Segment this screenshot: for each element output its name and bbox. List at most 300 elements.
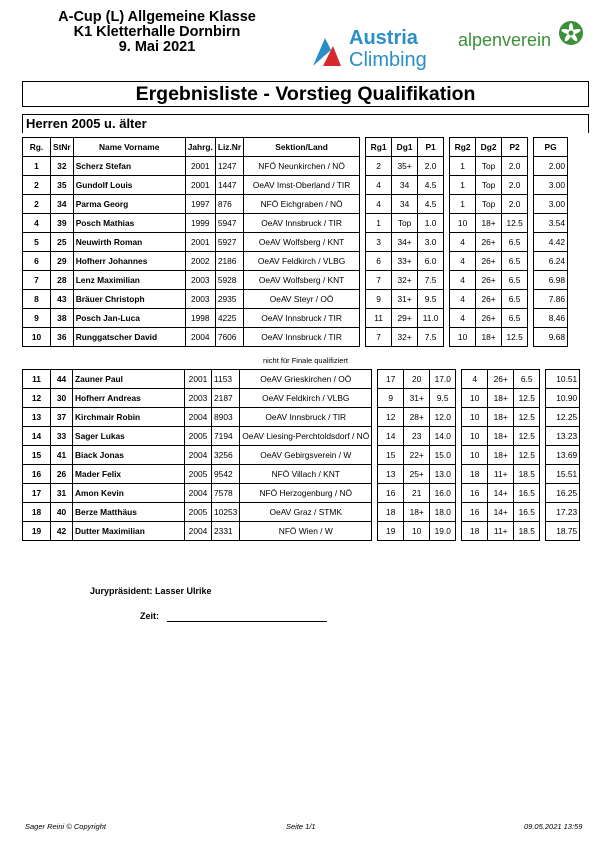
- table-cell: 41: [51, 446, 73, 465]
- table-cell: 33: [51, 427, 73, 446]
- table-row: [23, 389, 580, 408]
- table-cell: Top: [476, 195, 502, 214]
- edelweiss-icon: [559, 21, 583, 45]
- page-title: Ergebnisliste - Vorstieg Qualifikation: [22, 81, 589, 107]
- table-cell: 4: [450, 252, 476, 271]
- table-cell: 11: [23, 370, 51, 389]
- table-cell: 12.5: [514, 408, 540, 427]
- table-cell: 2003: [185, 271, 215, 290]
- table-cell: 17: [378, 370, 404, 389]
- table-row: [23, 328, 568, 347]
- table-cell: Scherz Stefan: [73, 157, 185, 176]
- table-cell: 8.46: [534, 309, 568, 328]
- table-cell: 9.5: [430, 389, 456, 408]
- table-cell: 6: [366, 252, 392, 271]
- table-cell: 20: [404, 370, 430, 389]
- table-cell: 11+: [488, 522, 514, 541]
- table-cell: Lenz Maximilian: [73, 271, 185, 290]
- column-header: Jahrg.: [185, 138, 215, 157]
- table-cell: Amon Kevin: [73, 484, 185, 503]
- austria-logo-word: Austria: [349, 27, 418, 49]
- table-cell: 18+: [488, 427, 514, 446]
- table-cell: 10: [404, 522, 430, 541]
- table-cell: 2001: [185, 176, 215, 195]
- table-cell: 15.0: [430, 446, 456, 465]
- table-cell: 26+: [476, 252, 502, 271]
- table-cell: Top: [392, 214, 418, 233]
- table-cell: 17.0: [430, 370, 456, 389]
- table-cell: 26+: [476, 271, 502, 290]
- table-cell: 16.0: [430, 484, 456, 503]
- table-cell: 4: [450, 233, 476, 252]
- table-cell: 1: [366, 214, 392, 233]
- table-cell: 25: [51, 233, 74, 252]
- table-cell: 13.23: [546, 427, 580, 446]
- table-cell: 31: [51, 484, 73, 503]
- table-cell: 1997: [185, 195, 215, 214]
- table-cell: 2004: [185, 328, 215, 347]
- table-cell: 10.51: [546, 370, 580, 389]
- column-header: Dg1: [392, 138, 418, 157]
- table-cell: 18+: [404, 503, 430, 522]
- alpenverein-logo: [458, 18, 586, 58]
- table-cell: OeAV Feldkirch / VLBG: [244, 252, 360, 271]
- table-cell: 6.5: [502, 309, 528, 328]
- table-cell: Neuwirth Roman: [73, 233, 185, 252]
- table-cell: 9: [378, 389, 404, 408]
- table-row: [23, 446, 580, 465]
- table-cell: 16: [462, 484, 488, 503]
- table-row: [23, 484, 580, 503]
- table-cell: 39: [51, 214, 74, 233]
- table-cell: NFÖ Eichgraben / NÖ: [244, 195, 360, 214]
- table-cell: OeAV Wolfsberg / KNT: [244, 233, 360, 252]
- table-cell: 1: [450, 176, 476, 195]
- table-cell: NFÖ Villach / KNT: [240, 465, 372, 484]
- results-table-not-qualified: [22, 369, 580, 541]
- table-cell: 6: [23, 252, 51, 271]
- table-row: [23, 427, 580, 446]
- table-cell: 34: [51, 195, 74, 214]
- table-cell: 2.00: [534, 157, 568, 176]
- table-cell: 4: [450, 271, 476, 290]
- austria-climbing-logo: [311, 22, 443, 70]
- table-cell: 10: [462, 446, 488, 465]
- table-cell: 10253: [212, 503, 240, 522]
- table-cell: 35: [51, 176, 74, 195]
- alpenverein-logo-word: alpenverein: [458, 30, 552, 50]
- table-cell: 11.0: [418, 309, 444, 328]
- table-cell: 15: [23, 446, 51, 465]
- event-title: A-Cup (L) Allgemeine Klasse: [58, 9, 256, 25]
- table-cell: 9: [366, 290, 392, 309]
- table-cell: 3.00: [534, 195, 568, 214]
- table-cell: 2004: [185, 446, 212, 465]
- table-cell: 876: [215, 195, 243, 214]
- table-cell: 1153: [212, 370, 240, 389]
- table-cell: 6.24: [534, 252, 568, 271]
- not-qualified-note: nicht für Finale qualifiziert: [262, 356, 349, 365]
- table-cell: Zauner Paul: [73, 370, 185, 389]
- table-cell: Berze Matthäus: [73, 503, 185, 522]
- table-cell: OeAV Innsbruck / TIR: [244, 309, 360, 328]
- table-cell: 26+: [488, 370, 514, 389]
- table-cell: 16.5: [514, 484, 540, 503]
- table-cell: 7: [366, 271, 392, 290]
- table-cell: Bräuer Christoph: [73, 290, 185, 309]
- table-cell: OeAV Innsbruck / TIR: [240, 408, 372, 427]
- table-cell: 2005: [185, 427, 212, 446]
- table-cell: 2001: [185, 157, 215, 176]
- table-cell: 34: [392, 176, 418, 195]
- table-cell: 2935: [215, 290, 243, 309]
- table-cell: 4: [23, 214, 51, 233]
- time-label: Zeit:: [140, 611, 159, 621]
- table-cell: 23: [404, 427, 430, 446]
- table-cell: 6.5: [502, 252, 528, 271]
- table-cell: 2.0: [418, 157, 444, 176]
- table-cell: 2187: [212, 389, 240, 408]
- table-cell: 14+: [488, 503, 514, 522]
- table-cell: 30: [51, 389, 73, 408]
- column-header: Liz.Nr: [215, 138, 243, 157]
- column-header: Dg2: [476, 138, 502, 157]
- table-cell: 1247: [215, 157, 243, 176]
- table-cell: 10: [450, 328, 476, 347]
- table-cell: 16: [378, 484, 404, 503]
- table-cell: 10: [462, 427, 488, 446]
- table-cell: 14+: [488, 484, 514, 503]
- table-cell: 3.0: [418, 233, 444, 252]
- table-cell: 7606: [215, 328, 243, 347]
- table-cell: 7.5: [418, 271, 444, 290]
- table-cell: 34+: [392, 233, 418, 252]
- table-row: [23, 408, 580, 427]
- table-cell: 29: [51, 252, 74, 271]
- table-cell: 10: [462, 389, 488, 408]
- table-cell: 4.5: [418, 195, 444, 214]
- table-cell: 7: [23, 271, 51, 290]
- table-row: [23, 370, 580, 389]
- table-cell: 18: [462, 465, 488, 484]
- table-cell: 13.69: [546, 446, 580, 465]
- table-cell: 2004: [185, 484, 212, 503]
- table-cell: 4: [462, 370, 488, 389]
- climbing-logo-word: Climbing: [349, 49, 427, 70]
- table-cell: 6.5: [502, 271, 528, 290]
- column-header: Name Vorname: [73, 138, 185, 157]
- table-cell: 7.86: [534, 290, 568, 309]
- table-row: [23, 176, 568, 195]
- table-cell: 29+: [392, 309, 418, 328]
- table-cell: 4: [450, 290, 476, 309]
- table-cell: 4: [450, 309, 476, 328]
- table-cell: 2001: [185, 233, 215, 252]
- table-cell: 12: [23, 389, 51, 408]
- table-cell: 40: [51, 503, 73, 522]
- table-cell: 2004: [185, 522, 212, 541]
- table-cell: OeAV Liesing-Perchtoldsdorf / NÖ: [240, 427, 372, 446]
- table-cell: 4: [366, 195, 392, 214]
- table-row: [23, 195, 568, 214]
- table-cell: Kirchmair Robin: [73, 408, 185, 427]
- footer-copyright: Sager Reini © Copyright: [25, 822, 106, 831]
- table-cell: 3.00: [534, 176, 568, 195]
- table-cell: 25+: [404, 465, 430, 484]
- table-cell: 31+: [392, 290, 418, 309]
- table-cell: NFÖ Herzogenburg / NÖ: [240, 484, 372, 503]
- table-cell: 10.90: [546, 389, 580, 408]
- table-cell: 34: [392, 195, 418, 214]
- footer-timestamp: 09.05.2021 13:59: [524, 822, 583, 831]
- table-cell: 28: [51, 271, 74, 290]
- table-cell: 2: [366, 157, 392, 176]
- table-cell: 14.0: [430, 427, 456, 446]
- table-cell: 18+: [476, 214, 502, 233]
- table-cell: 6.5: [514, 370, 540, 389]
- category-title: Herren 2005 u. älter: [22, 114, 589, 133]
- table-cell: 18: [462, 522, 488, 541]
- table-cell: 44: [51, 370, 73, 389]
- table-cell: OeAV Innsbruck / TIR: [244, 214, 360, 233]
- table-cell: 4: [366, 176, 392, 195]
- table-cell: 15.51: [546, 465, 580, 484]
- table-cell: OeAV Wolfsberg / KNT: [244, 271, 360, 290]
- table-cell: 22+: [404, 446, 430, 465]
- table-cell: 12.5: [502, 328, 528, 347]
- table-cell: 42: [51, 522, 73, 541]
- table-cell: 7: [366, 328, 392, 347]
- time-signature-line: [167, 621, 327, 622]
- table-cell: OeAV Graz / STMK: [240, 503, 372, 522]
- table-cell: 26: [51, 465, 73, 484]
- table-cell: 32: [51, 157, 74, 176]
- table-cell: 19: [378, 522, 404, 541]
- table-cell: 2.0: [502, 176, 528, 195]
- table-cell: Gundolf Louis: [73, 176, 185, 195]
- table-cell: 3.54: [534, 214, 568, 233]
- table-cell: 2003: [185, 389, 212, 408]
- table-cell: OeAV Innsbruck / TIR: [244, 328, 360, 347]
- table-cell: 18.5: [514, 522, 540, 541]
- table-cell: 18+: [488, 389, 514, 408]
- table-cell: 10: [23, 328, 51, 347]
- event-header: [22, 10, 292, 55]
- table-cell: 18+: [488, 446, 514, 465]
- table-row: [23, 290, 568, 309]
- table-cell: 28+: [404, 408, 430, 427]
- table-cell: 9: [23, 309, 51, 328]
- table-cell: 33+: [392, 252, 418, 271]
- table-cell: 17.23: [546, 503, 580, 522]
- table-cell: Top: [476, 176, 502, 195]
- table-cell: NFÖ Neunkirchen / NÖ: [244, 157, 360, 176]
- table-cell: 2005: [185, 465, 212, 484]
- table-cell: 2005: [185, 503, 212, 522]
- table-cell: 11+: [488, 465, 514, 484]
- column-header: PG: [534, 138, 568, 157]
- table-cell: 43: [51, 290, 74, 309]
- table-cell: 2002: [185, 252, 215, 271]
- table-cell: 6.98: [534, 271, 568, 290]
- table-cell: Dutter Maximilian: [73, 522, 185, 541]
- table-cell: OeAV Imst-Oberland / TIR: [244, 176, 360, 195]
- column-header: P1: [418, 138, 444, 157]
- column-header: Rg1: [366, 138, 392, 157]
- table-cell: 14: [23, 427, 51, 446]
- table-row: [23, 252, 568, 271]
- table-cell: 4.5: [418, 176, 444, 195]
- column-header: StNr: [51, 138, 74, 157]
- table-cell: 18.0: [430, 503, 456, 522]
- table-cell: 10: [462, 408, 488, 427]
- column-header: Rg.: [23, 138, 51, 157]
- table-cell: Top: [476, 157, 502, 176]
- table-cell: 21: [404, 484, 430, 503]
- table-cell: 18: [23, 503, 51, 522]
- table-cell: 12.5: [514, 389, 540, 408]
- column-header: Rg2: [450, 138, 476, 157]
- table-cell: OeAV Gebirgsverein / W: [240, 446, 372, 465]
- table-cell: 26+: [476, 233, 502, 252]
- table-cell: OeAV Feldkirch / VLBG: [240, 389, 372, 408]
- table-cell: 2003: [185, 290, 215, 309]
- footer-page-number: Seite 1/1: [286, 822, 316, 831]
- table-cell: 12.25: [546, 408, 580, 427]
- table-row: [23, 522, 580, 541]
- table-cell: 1447: [215, 176, 243, 195]
- table-cell: 19.0: [430, 522, 456, 541]
- table-cell: OeAV Steyr / OÖ: [244, 290, 360, 309]
- table-row: [23, 233, 568, 252]
- table-cell: 16.5: [514, 503, 540, 522]
- table-cell: 7578: [212, 484, 240, 503]
- event-date: 9. Mai 2021: [118, 39, 196, 55]
- table-cell: 9.5: [418, 290, 444, 309]
- table-cell: Mader Felix: [73, 465, 185, 484]
- table-cell: 9542: [212, 465, 240, 484]
- table-cell: 2186: [215, 252, 243, 271]
- table-cell: 1: [23, 157, 51, 176]
- table-cell: Biack Jonas: [73, 446, 185, 465]
- table-cell: 3: [366, 233, 392, 252]
- table-cell: 18+: [488, 408, 514, 427]
- table-cell: OeAV Grieskirchen / OÖ: [240, 370, 372, 389]
- table-cell: 36: [51, 328, 74, 347]
- table-cell: 11: [366, 309, 392, 328]
- table-cell: 5947: [215, 214, 243, 233]
- table-cell: 2004: [185, 408, 212, 427]
- table-cell: 16.25: [546, 484, 580, 503]
- table-cell: 5: [23, 233, 51, 252]
- table-cell: 35+: [392, 157, 418, 176]
- table-cell: Sager Lukas: [73, 427, 185, 446]
- table-row: [23, 214, 568, 233]
- table-cell: 2.0: [502, 157, 528, 176]
- table-cell: 6.5: [502, 290, 528, 309]
- table-cell: 5928: [215, 271, 243, 290]
- table-cell: 6.5: [502, 233, 528, 252]
- table-cell: 6.0: [418, 252, 444, 271]
- table-cell: 8903: [212, 408, 240, 427]
- table-cell: 2: [23, 176, 51, 195]
- table-cell: 19: [23, 522, 51, 541]
- table-cell: 1: [450, 195, 476, 214]
- column-header: Sektion/Land: [244, 138, 360, 157]
- table-cell: 32+: [392, 271, 418, 290]
- table-cell: 16: [23, 465, 51, 484]
- table-cell: 13.0: [430, 465, 456, 484]
- table-cell: 38: [51, 309, 74, 328]
- event-venue: K1 Kletterhalle Dornbirn: [73, 24, 241, 40]
- table-cell: 1998: [185, 309, 215, 328]
- table-cell: 4225: [215, 309, 243, 328]
- table-cell: 26+: [476, 309, 502, 328]
- table-cell: 12: [378, 408, 404, 427]
- table-cell: 37: [51, 408, 73, 427]
- table-cell: Hofherr Johannes: [73, 252, 185, 271]
- table-cell: NFÖ Wien / W: [240, 522, 372, 541]
- table-cell: 3256: [212, 446, 240, 465]
- table-cell: 18: [378, 503, 404, 522]
- table-cell: 9.68: [534, 328, 568, 347]
- table-cell: 13: [378, 465, 404, 484]
- table-cell: 7.5: [418, 328, 444, 347]
- column-header: P2: [502, 138, 528, 157]
- table-row: [23, 271, 568, 290]
- table-cell: 32+: [392, 328, 418, 347]
- table-cell: 1999: [185, 214, 215, 233]
- table-row: [23, 309, 568, 328]
- jury-president: Jurypräsident: Lasser Ulrike: [90, 586, 212, 596]
- table-cell: 12.5: [514, 427, 540, 446]
- table-cell: 16: [462, 503, 488, 522]
- table-cell: 4.42: [534, 233, 568, 252]
- table-row: [23, 157, 568, 176]
- table-cell: 31+: [404, 389, 430, 408]
- table-cell: Posch Jan-Luca: [73, 309, 185, 328]
- table-header-row: [23, 138, 568, 157]
- table-cell: 26+: [476, 290, 502, 309]
- table-cell: 7194: [212, 427, 240, 446]
- table-cell: 2.0: [502, 195, 528, 214]
- table-cell: 5927: [215, 233, 243, 252]
- table-cell: 8: [23, 290, 51, 309]
- table-cell: 1.0: [418, 214, 444, 233]
- table-cell: 15: [378, 446, 404, 465]
- table-cell: 18.75: [546, 522, 580, 541]
- table-cell: 18.5: [514, 465, 540, 484]
- table-cell: 12.5: [502, 214, 528, 233]
- table-cell: 10: [450, 214, 476, 233]
- results-table-qualified: [22, 137, 568, 347]
- table-cell: 14: [378, 427, 404, 446]
- table-cell: Parma Georg: [73, 195, 185, 214]
- table-row: [23, 503, 580, 522]
- table-cell: 12.0: [430, 408, 456, 427]
- table-cell: 18+: [476, 328, 502, 347]
- table-cell: 12.5: [514, 446, 540, 465]
- table-cell: Hofherr Andreas: [73, 389, 185, 408]
- table-cell: Runggatscher David: [73, 328, 185, 347]
- table-cell: 17: [23, 484, 51, 503]
- table-cell: 2001: [185, 370, 212, 389]
- table-cell: 1: [450, 157, 476, 176]
- table-row: [23, 465, 580, 484]
- table-cell: 2: [23, 195, 51, 214]
- table-cell: 13: [23, 408, 51, 427]
- table-cell: Posch Mathias: [73, 214, 185, 233]
